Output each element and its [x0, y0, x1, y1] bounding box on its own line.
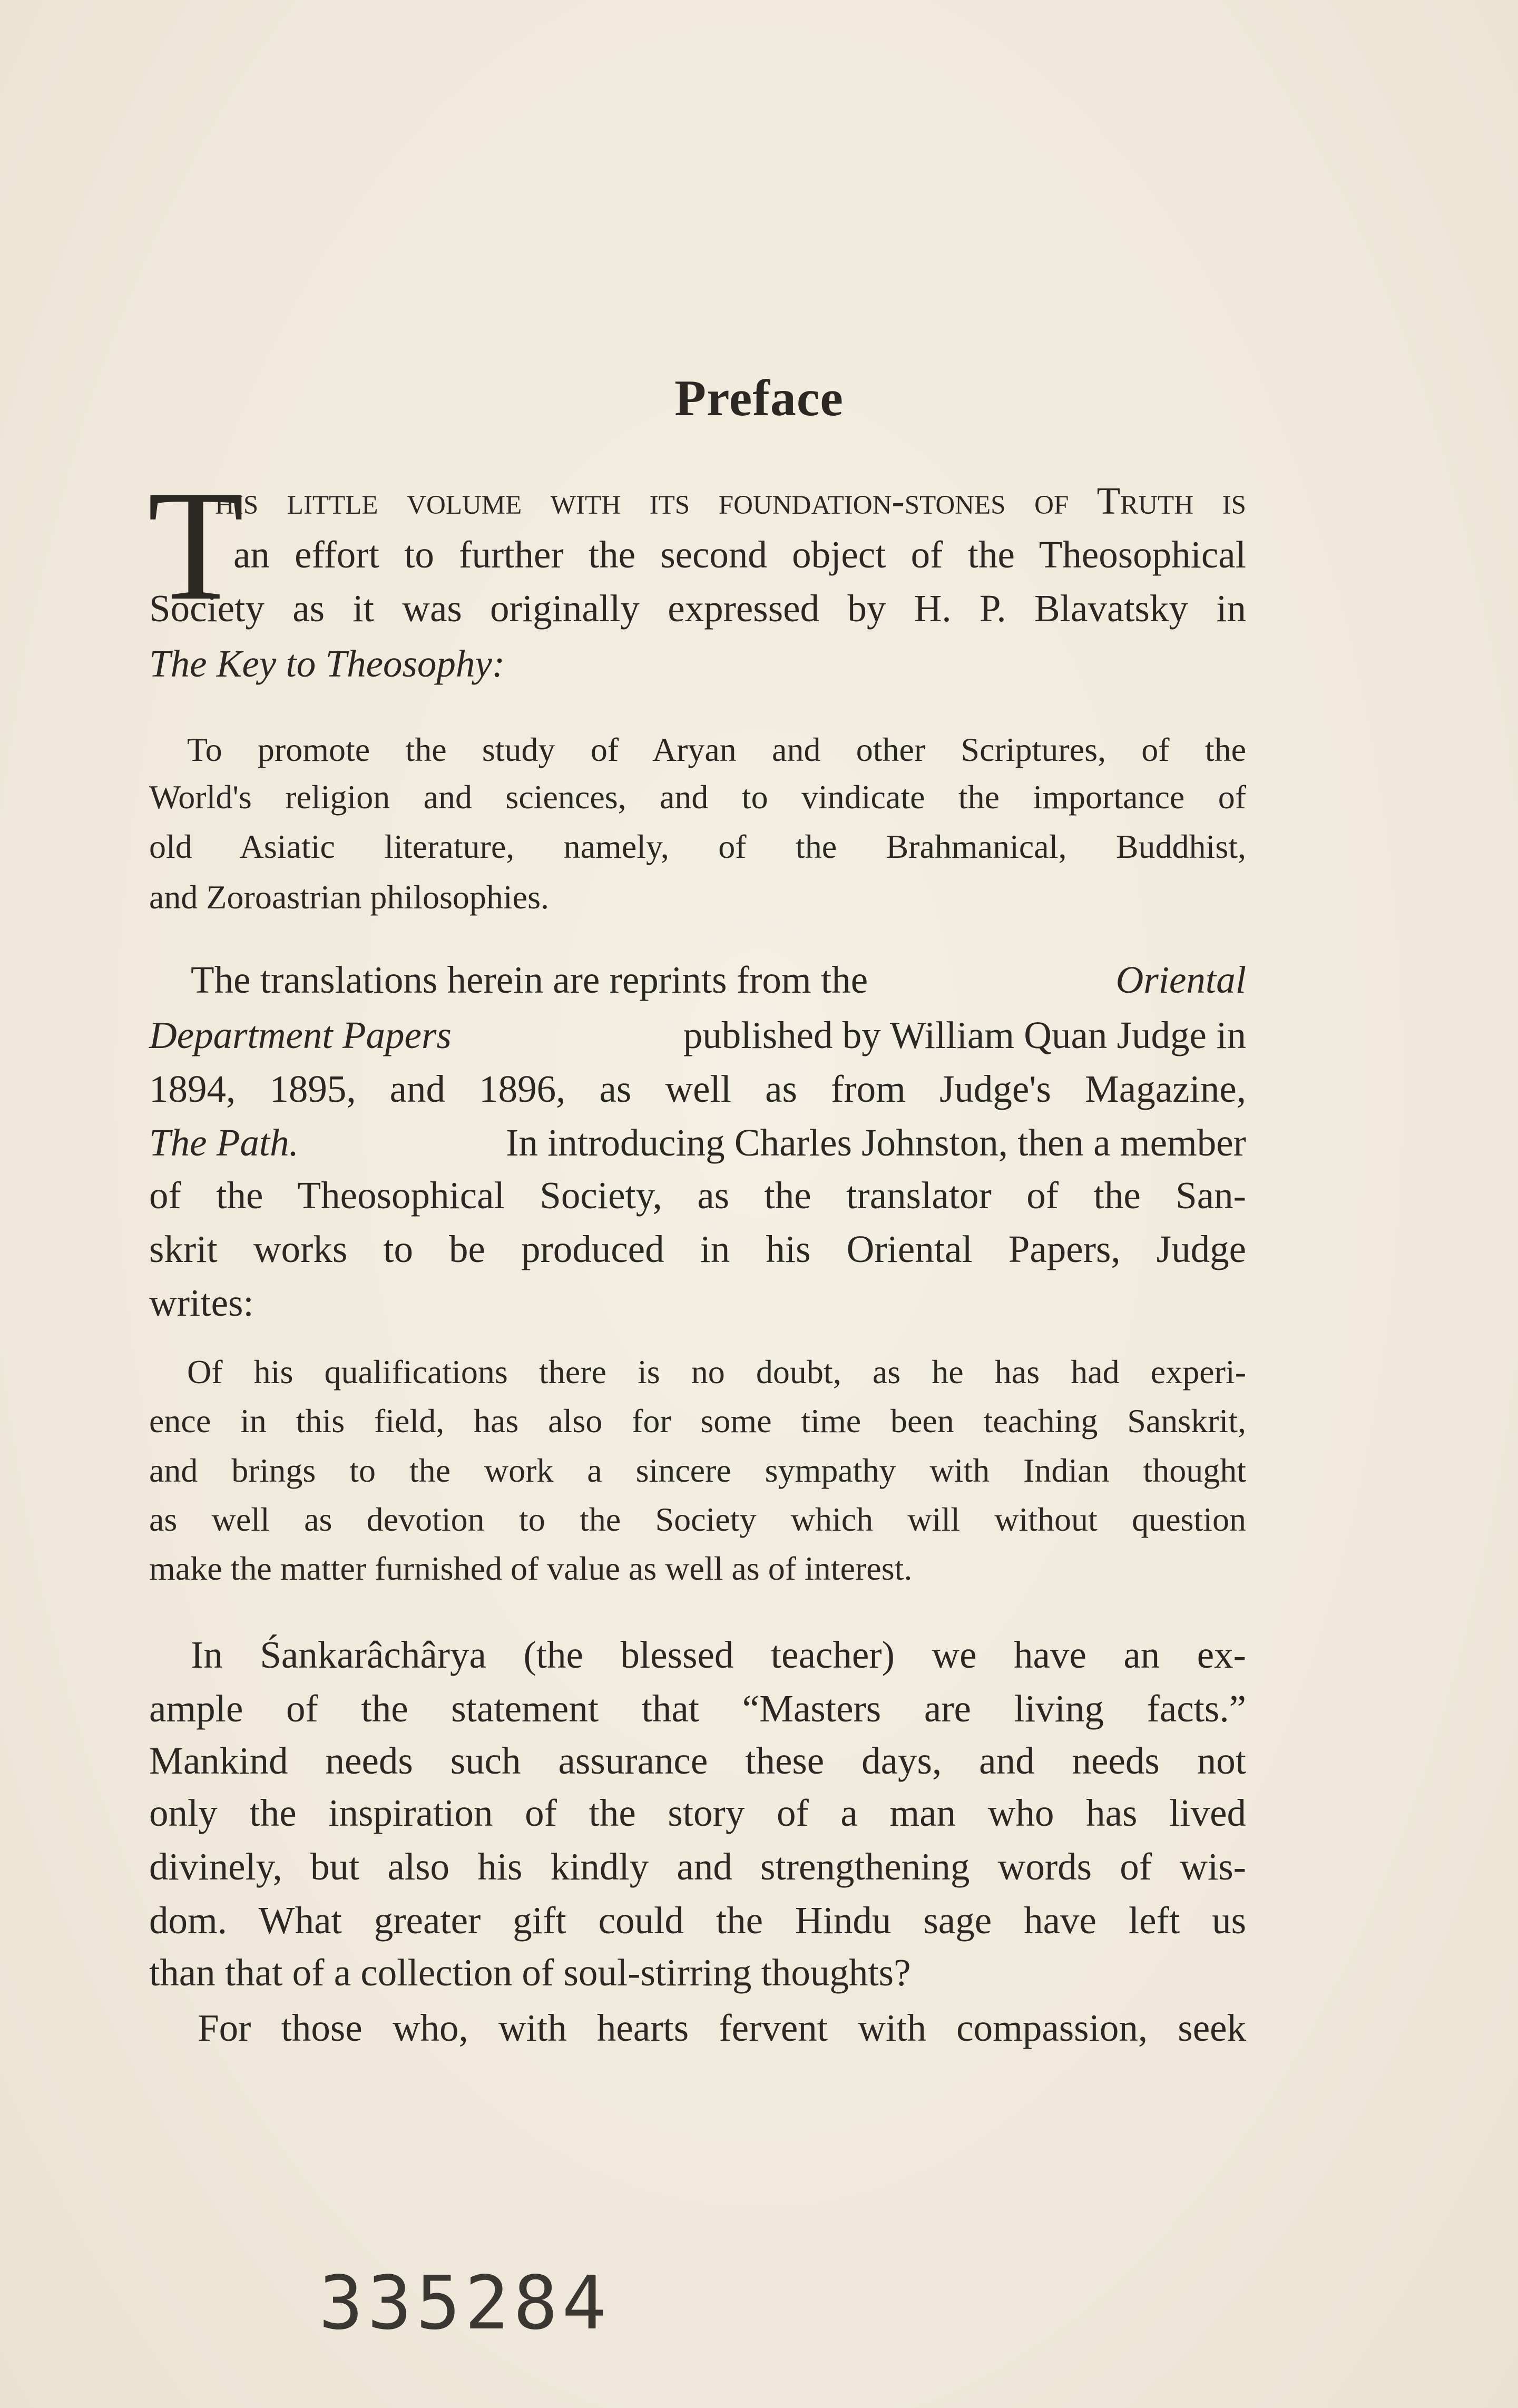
text-line: dom. What greater gift could the Hindu sage have left us	[149, 1899, 1246, 1942]
text-line: an effort to further the second object of the Theosophical	[233, 533, 1246, 576]
quote-line: make the matter furnished of value as well as of interest.	[149, 1550, 913, 1587]
quote-line: Of his qualifications there is no doubt, as he has had experi-	[187, 1353, 1246, 1391]
quote-line: as well as devotion to the Society which will without question	[149, 1501, 1246, 1538]
book-title: The Key to Theosophy:	[149, 642, 505, 685]
text-line: For those who, with hearts fervent with compassion, seek	[198, 2006, 1246, 2049]
text-line	[149, 1008, 1246, 1062]
quote-line: ence in this field, has also for some time been teaching Sanskrit,	[149, 1402, 1246, 1440]
quote-line: old Asiatic literature, namely, of the Brahmanical, Buddhist,	[149, 828, 1246, 865]
text-line: 1894, 1895, and 1896, as well as from Judge's Magazine,	[149, 1068, 1246, 1110]
text-line: divinely, but also his kindly and strengthening words of wis-	[149, 1845, 1246, 1888]
text-line: writes:	[149, 1281, 254, 1324]
text-line: In Śankarâchârya (the blessed teacher) we have an ex-	[191, 1633, 1246, 1676]
text-line	[191, 953, 1246, 1007]
quote-line: and Zoroastrian philosophies.	[149, 878, 549, 916]
quote-line: and brings to the work a sincere sympathy with Indian thought	[149, 1452, 1246, 1489]
italic-span: The Path.	[149, 1121, 299, 1164]
text-line	[149, 1115, 1246, 1170]
text-line	[149, 637, 1246, 691]
accession-number-stamp: 335284	[319, 2260, 611, 2346]
italic-span: Oriental	[1115, 958, 1246, 1001]
quote-line: To promote the study of Aryan and other Scriptures, of the	[187, 731, 1246, 768]
text-line: Mankind needs such assurance these days, and needs not	[149, 1739, 1246, 1782]
text-line: his little volume with its foundation-stones of Truth is	[215, 479, 1246, 522]
text-span: In introducing Charles Johnston, then a member	[506, 1121, 1246, 1164]
text-line: of the Theosophical Society, as the translator of the San-	[149, 1174, 1246, 1217]
quote-line: World's religion and sciences, and to vindicate the importance of	[149, 778, 1246, 816]
text-line: than that of a collection of soul-stirring thoughts?	[149, 1951, 911, 1994]
text-span: The translations herein are reprints from the	[191, 958, 868, 1001]
italic-span: Department Papers	[149, 1014, 452, 1056]
text-line: ample of the statement that “Masters are living facts.”	[149, 1687, 1246, 1730]
text-line: Society as it was originally expressed by H. P. Blavatsky in	[149, 587, 1246, 630]
drop-cap: T	[148, 458, 244, 633]
text-line: only the inspiration of the story of a man who has lived	[149, 1792, 1246, 1834]
text-span: published by William Quan Judge in	[683, 1014, 1246, 1056]
text-line: skrit works to be produced in his Oriental Papers, Judge	[149, 1228, 1246, 1270]
page-title: Preface	[674, 370, 844, 427]
